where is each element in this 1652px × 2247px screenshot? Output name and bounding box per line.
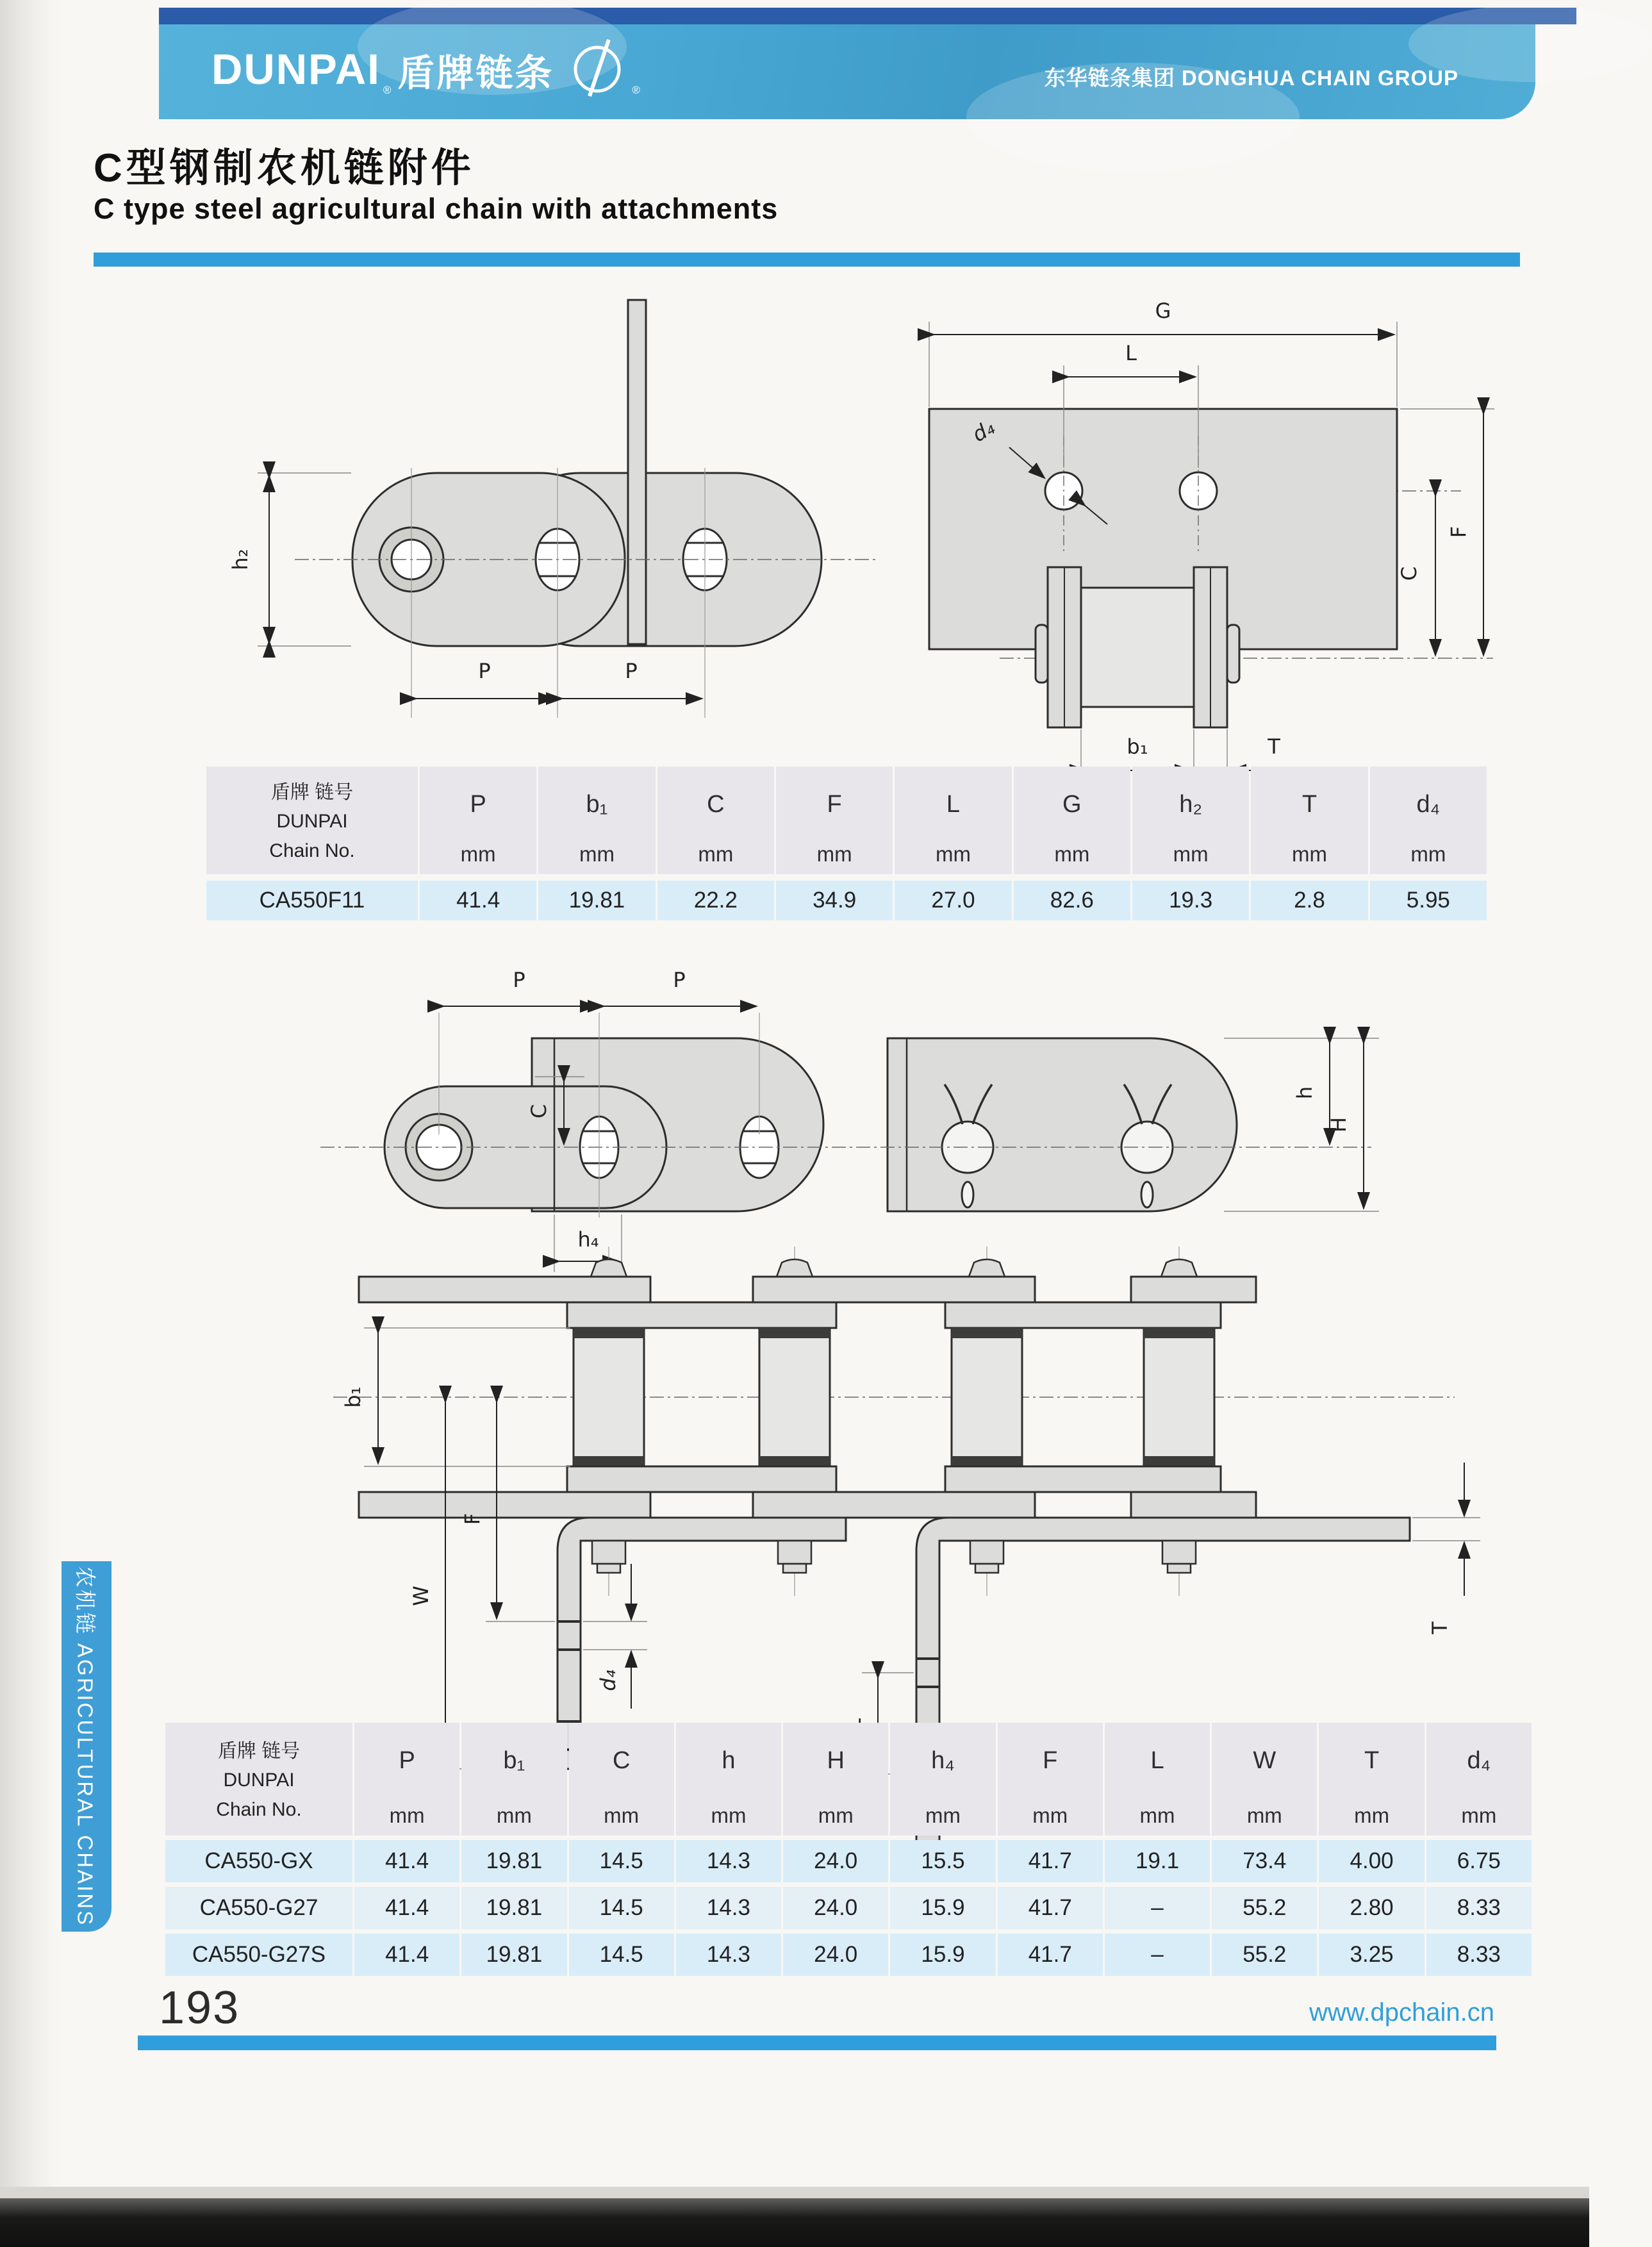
dim-label: T <box>1428 1621 1452 1634</box>
dim-label: h <box>1293 1086 1317 1100</box>
table-cell: 14.3 <box>676 1887 781 1929</box>
brand-name-cn: 盾牌链条 <box>397 52 554 94</box>
table-cell: 24.0 <box>783 1887 888 1929</box>
table-cell: 5.95 <box>1370 881 1487 920</box>
column-header: d₄ mm <box>1426 1723 1532 1836</box>
table-cell: 27.0 <box>895 881 1011 920</box>
table-cell: 19.81 <box>538 881 655 920</box>
header-navy-strip <box>159 8 1576 24</box>
table-cell: 15.9 <box>890 1934 995 1976</box>
table-cell: 15.5 <box>890 1840 995 1882</box>
dim-label: b₁ <box>341 1386 365 1408</box>
table-cell: 55.2 <box>1212 1934 1317 1976</box>
table-cell: – <box>1105 1887 1210 1929</box>
table-cell: 3.25 <box>1319 1934 1424 1976</box>
table-cell: 14.3 <box>676 1840 781 1882</box>
table-cell: 19.1 <box>1105 1840 1210 1882</box>
dim-label: P <box>625 659 638 683</box>
column-header: H mm <box>783 1723 888 1836</box>
dp-monogram-icon <box>568 36 629 103</box>
table-cell: 41.7 <box>998 1887 1103 1929</box>
registered-mark-icon: ® <box>383 84 392 96</box>
scan-edge-transition <box>0 2187 1589 2200</box>
table-cell: 6.75 <box>1426 1840 1532 1882</box>
sidebar-category-label: 农机链 AGRICULTURAL CHAINS <box>73 1566 97 1927</box>
dim-label: P <box>673 968 686 992</box>
page-title-en: C type steel agricultural chain with attachments <box>94 192 779 225</box>
table-cell: 41.7 <box>998 1840 1103 1882</box>
table-cell: 14.5 <box>569 1887 674 1929</box>
figure-chain-g-attachment-side <box>282 923 1410 1252</box>
dim-label: C <box>1397 566 1421 581</box>
column-header: F mm <box>998 1723 1103 1836</box>
dim-label: b₁ <box>1127 734 1148 759</box>
table-cell: 14.5 <box>569 1840 674 1882</box>
chain-no-cell: CA550-GX <box>165 1840 352 1882</box>
column-header: P mm <box>354 1723 459 1836</box>
table-cell: 34.9 <box>776 881 893 920</box>
registered-mark-icon: ® <box>632 84 640 96</box>
table-cell: 41.7 <box>998 1934 1103 1976</box>
dim-label: F <box>460 1513 484 1525</box>
column-header: C mm <box>569 1723 674 1836</box>
column-header: b₁ mm <box>538 767 655 874</box>
dim-label: F <box>1446 526 1471 538</box>
title-underline <box>94 253 1520 267</box>
chain-header-en: Chain No. <box>216 1798 302 1820</box>
dim-label: H <box>1326 1116 1351 1133</box>
table-cell: 19.81 <box>461 1934 566 1976</box>
chain-header-cn: 盾牌 链号 <box>217 1740 301 1762</box>
table-cell: – <box>1105 1934 1210 1976</box>
column-header: T mm <box>1319 1723 1424 1836</box>
column-header: L mm <box>1105 1723 1210 1836</box>
table-cell: 24.0 <box>783 1840 888 1882</box>
brand-logo <box>211 36 647 103</box>
dim-label: G <box>1155 299 1171 323</box>
scan-edge-left <box>0 0 59 2247</box>
table-cell: 19.81 <box>461 1840 566 1882</box>
dim-label: d₄ <box>596 1670 620 1691</box>
table-cell: 22.2 <box>657 881 774 920</box>
table-cell: 4.00 <box>1319 1840 1424 1882</box>
column-header: b₁ mm <box>461 1723 566 1836</box>
column-header: F mm <box>776 767 893 874</box>
sidebar-category-tab <box>62 1561 112 1932</box>
table-cell: 41.4 <box>354 1887 459 1929</box>
table-ca550-g-series <box>165 1723 1532 1976</box>
table-cell: 2.80 <box>1319 1887 1424 1929</box>
footer-rule <box>138 2036 1496 2050</box>
dim-label: h₄ <box>577 1227 599 1252</box>
header-photo-band <box>159 24 1535 119</box>
dim-label: P <box>513 968 525 992</box>
table-cell: 8.33 <box>1426 1934 1532 1976</box>
chain-no-cell: CA550-G27 <box>165 1887 352 1929</box>
table-cell: 55.2 <box>1212 1887 1317 1929</box>
figure-chain-g-attachment-plan <box>282 1237 1551 1724</box>
brand-name-en: DUNPAI <box>211 46 381 94</box>
scan-edge-bottom <box>0 2198 1589 2247</box>
figure-chain-f-attachment <box>115 276 1506 763</box>
page-title-cn: C型钢制农机链附件 <box>94 146 475 190</box>
table-cell: 14.5 <box>569 1934 674 1976</box>
table-cell: 8.33 <box>1426 1887 1532 1929</box>
chain-no-cell: CA550-G27S <box>165 1934 352 1976</box>
dim-label: d₄ <box>968 415 999 447</box>
table-cell: 19.3 <box>1132 881 1249 920</box>
dim-label: h₂ <box>228 549 252 570</box>
table-cell: 15.9 <box>890 1887 995 1929</box>
dim-label: P <box>478 659 491 683</box>
table-cell: 41.4 <box>354 1934 459 1976</box>
column-header: h₂ mm <box>1132 767 1249 874</box>
dim-label: T <box>1268 734 1280 759</box>
page-number: 193 <box>159 1982 240 2034</box>
chain-header-brand: DUNPAI <box>223 1770 295 1791</box>
column-header: C mm <box>657 767 774 874</box>
dim-label: C <box>527 1104 551 1119</box>
chain-header-cn: 盾牌 链号 <box>270 781 354 803</box>
dim-label: L <box>1125 341 1137 365</box>
column-header: d₄ mm <box>1370 767 1487 874</box>
chain-header-brand: DUNPAI <box>276 811 348 833</box>
table-cell: 41.4 <box>420 881 536 920</box>
column-header: P mm <box>420 767 536 874</box>
column-header: h₄ mm <box>890 1723 995 1836</box>
column-header: h mm <box>676 1723 781 1836</box>
chain-header-en: Chain No. <box>269 840 355 861</box>
column-header: G mm <box>1014 767 1130 874</box>
table-cell: 82.6 <box>1014 881 1130 920</box>
chain-no-header <box>206 767 418 874</box>
column-header: T mm <box>1251 767 1367 874</box>
table-ca550f11 <box>206 767 1487 920</box>
column-header: W mm <box>1212 1723 1317 1836</box>
table-cell: 2.8 <box>1251 881 1367 920</box>
table-cell: 24.0 <box>783 1934 888 1976</box>
group-name: 东华链条集团 DONGHUA CHAIN GROUP <box>1044 66 1458 90</box>
table-cell: 41.4 <box>354 1840 459 1882</box>
table-cell: 14.3 <box>676 1934 781 1976</box>
column-header: L mm <box>895 767 1011 874</box>
chain-no-cell: CA550F11 <box>206 881 418 920</box>
table-cell: 73.4 <box>1212 1840 1317 1882</box>
chain-no-header <box>165 1723 352 1836</box>
website-url: www.dpchain.cn <box>1309 1998 1494 2027</box>
dim-label: W <box>409 1586 433 1606</box>
table-cell: 19.81 <box>461 1887 566 1929</box>
